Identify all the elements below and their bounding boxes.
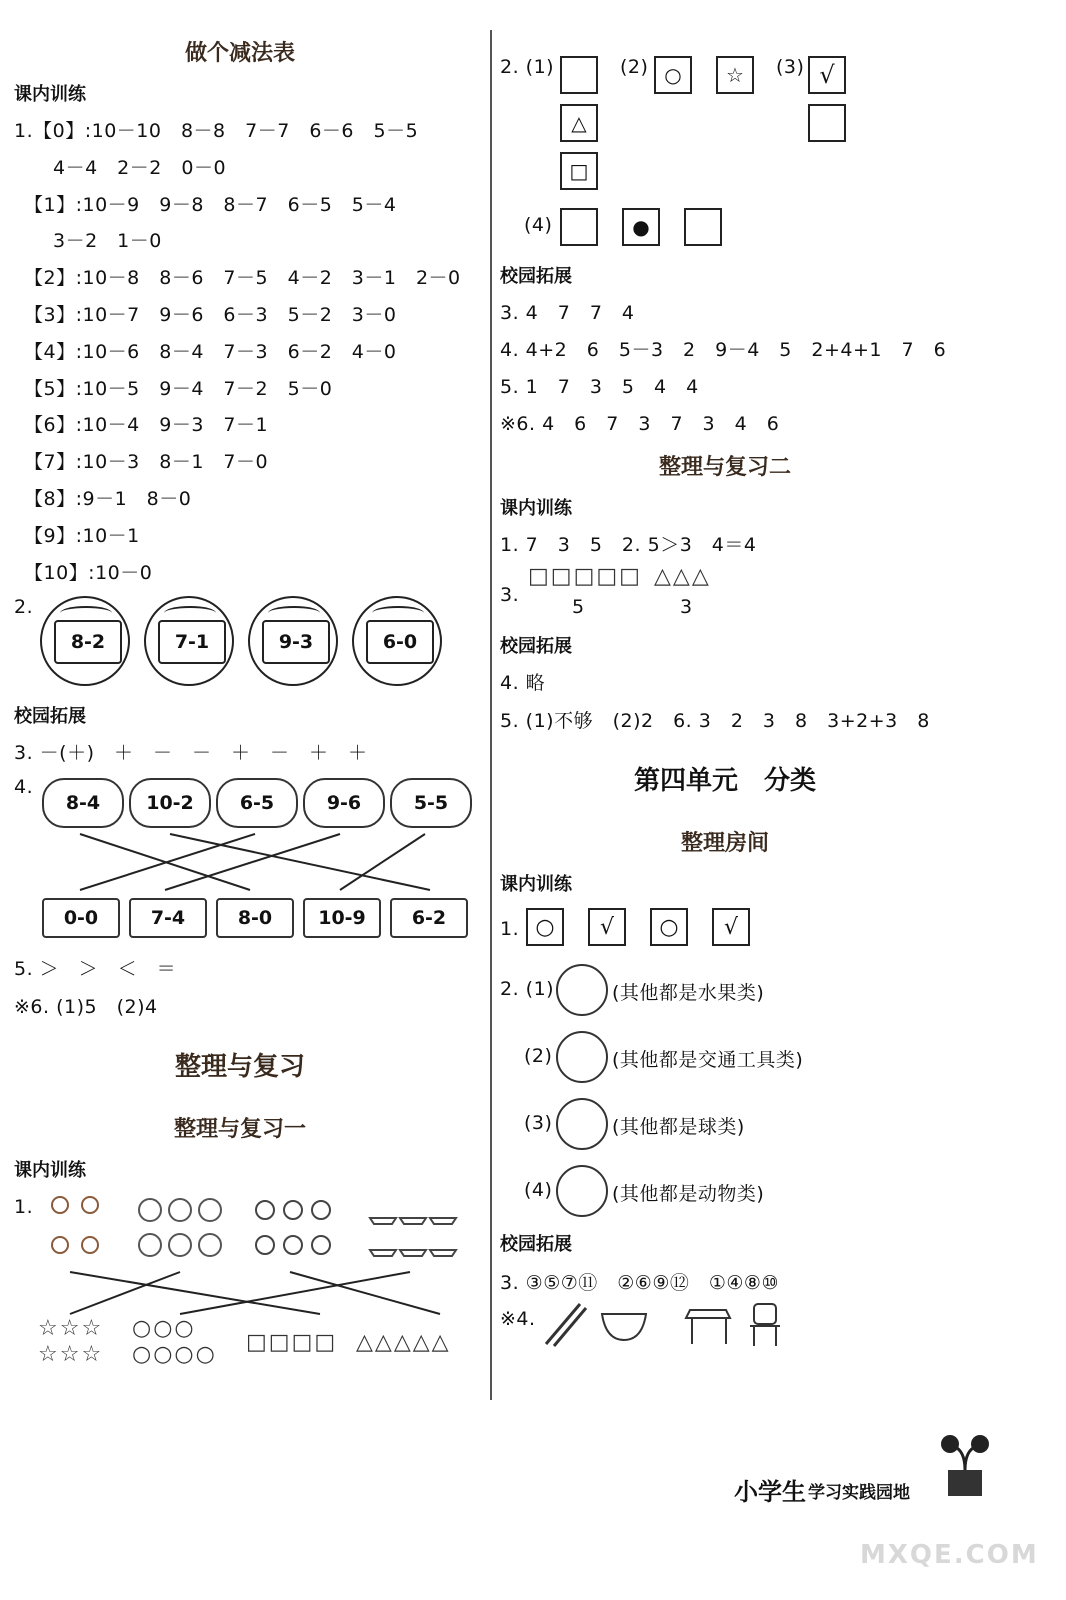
answer-box: [808, 56, 846, 94]
c1-label: 1.: [500, 918, 520, 940]
cactus-icon: [556, 1165, 608, 1217]
match-line: [290, 1272, 440, 1314]
table-icon: [686, 1310, 730, 1344]
q1-answer-line: 【8】:9－1 8－0: [14, 488, 192, 510]
plant-logo-icon: [930, 1430, 1000, 1500]
armchair-icon: [556, 1031, 608, 1083]
match-line: [170, 834, 430, 890]
clock-expression: 6-0: [366, 620, 434, 664]
shape-group: ☆☆☆ ☆☆☆: [38, 1316, 104, 1367]
q4-matching-lines: [40, 830, 480, 894]
shape-group: △△△△△: [356, 1330, 451, 1355]
match-line: [70, 1272, 180, 1314]
q2-label: 2.: [14, 596, 34, 618]
chair-icon: [750, 1304, 780, 1346]
c2-item-label: 2. (1): [500, 978, 555, 1000]
b3-triangles: △△△: [654, 564, 711, 589]
heading-campus-extension: 校园拓展: [14, 706, 86, 727]
sign-card: 10-9: [303, 898, 381, 938]
flower-icon: [256, 1201, 330, 1254]
c2-item-reason: (其他都是交通工具类): [612, 1049, 804, 1071]
answer-box: [560, 104, 598, 142]
cloud-card: 6-5: [216, 778, 298, 828]
section-title-tidy-room: 整理房间: [680, 831, 769, 856]
r1-picture-groups: [45, 1190, 475, 1270]
clock-icon: [352, 596, 442, 686]
circle-icon: ○: [535, 914, 555, 940]
sign-card: 7-4: [129, 898, 207, 938]
answer-box: [588, 908, 626, 946]
q1-answer-line: 【7】:10－3 8－1 7－0: [14, 451, 269, 474]
answer-box: [654, 56, 692, 94]
boat-icon: [370, 1218, 456, 1256]
answer-line: ※6. 4 6 7 3 7 3 4 6: [500, 413, 780, 435]
b3-number-2: 3: [680, 596, 693, 618]
answer-box: [560, 56, 598, 94]
cupcake-icon: [52, 1197, 98, 1253]
q3-answer-line: 3. －(＋) ＋ － － ＋ － ＋ ＋: [14, 742, 368, 764]
answer-box: [808, 104, 846, 142]
answer-box: [712, 908, 750, 946]
brand-small: 学习实践园地: [808, 1483, 910, 1503]
section-title-review-one: 整理与复习一: [173, 1117, 306, 1142]
section-title-review-two: 整理与复习二: [658, 455, 791, 480]
sign-card: 6-2: [390, 898, 468, 938]
q1-answer-line: 【5】:10－5 9－4 7－2 5－0: [14, 377, 333, 400]
clock-top: [60, 606, 112, 620]
c4-label: ※4.: [500, 1308, 536, 1330]
clock-expression: 7-1: [158, 620, 226, 664]
q1-answer-line: 4－4 2－2 0－0: [14, 156, 227, 179]
q1-answer-line: 【1】:10－9 9－8 8－7 6－5 5－4: [14, 193, 397, 216]
answer-box: [560, 208, 598, 246]
clock-top: [268, 606, 320, 620]
r1-matching-lines: [60, 1268, 460, 1318]
c2-item-reason: (其他都是动物类): [612, 1183, 765, 1205]
watermark: MXQE.COM: [860, 1540, 1039, 1570]
cloud-card: 5-5: [390, 778, 472, 828]
chopsticks-icon: [546, 1304, 586, 1346]
answer-line: 4. 4+2 6 5－3 2 9－4 5 2+4+1 7 6: [500, 339, 947, 361]
cloud-card: 10-2: [129, 778, 211, 828]
answer-box: [716, 56, 754, 94]
rq2-label-3: (3): [776, 56, 805, 78]
section-title-review: 整理与复习: [174, 1052, 305, 1082]
clock-icon: [248, 596, 338, 686]
c2-item-reason: (其他都是水果类): [612, 982, 765, 1004]
clock-top: [372, 606, 424, 620]
q1-answer-line: 【10】:10－0: [14, 561, 153, 584]
c2-item-label: (4): [524, 1179, 553, 1201]
star-icon: ☆: [726, 63, 744, 87]
shape-group: ○○○ ○○○○: [132, 1316, 217, 1367]
cookie-icon: [139, 1199, 221, 1256]
q1-answer-line: 1.【0】:10－10 8－8 7－7 6－6 5－5: [14, 120, 419, 142]
answer-box: [622, 208, 660, 246]
basket-icon: [556, 1098, 608, 1150]
shape-group: □□□□: [246, 1330, 338, 1355]
heading-campus-extension-2: 校园拓展: [500, 266, 572, 287]
q1-answer-line: 【2】:10－8 8－6 7－5 4－2 3－1 2－0: [14, 267, 461, 290]
rq2-label-1: 2. (1): [500, 56, 555, 78]
match-line: [165, 834, 340, 890]
rq2-label-2: (2): [620, 56, 649, 78]
section-title-subtraction-table: 做个减法表: [184, 41, 295, 66]
b3-number-1: 5: [572, 596, 585, 618]
match-line: [70, 1272, 320, 1314]
c2-item-reason: (其他都是球类): [612, 1116, 745, 1138]
filled-circle-icon: ●: [632, 215, 650, 239]
b5-answer-line: 5. (1)不够 (2)2 6. 3 2 3 8 3+2+3 8: [500, 710, 930, 732]
column-divider: [490, 30, 492, 1400]
cloud-card: 9-6: [303, 778, 385, 828]
c2-item-label: (2): [524, 1045, 553, 1067]
checkmark-icon: √: [723, 914, 739, 940]
c3-answer-line: 3. ③⑤⑦⑪ ②⑥⑨⑫ ①④⑧⑩: [500, 1272, 779, 1294]
c4-pictures: [540, 1300, 800, 1350]
heading-campus-extension-4: 校园拓展: [500, 1234, 572, 1255]
triangle-icon: △: [571, 111, 587, 135]
q4-label: 4.: [14, 776, 34, 798]
clock-expression: 8-2: [54, 620, 122, 664]
clock-icon: [40, 596, 130, 686]
heading-in-class-training-4: 课内训练: [500, 874, 572, 895]
match-line: [340, 834, 425, 890]
brand-big: 小学生: [734, 1478, 806, 1506]
unit-title: 第四单元 分类: [633, 766, 816, 796]
b1-answer-line: 1. 7 3 5 2. 5＞3 4＝4: [500, 534, 757, 556]
q1-answer-line: 【9】:10－1: [14, 524, 140, 547]
clock-icon: [144, 596, 234, 686]
answer-box: [560, 152, 598, 190]
q1-answer-line: 3－2 1－0: [14, 230, 162, 253]
match-line: [180, 1272, 410, 1314]
b3-squares: □□□□□: [528, 564, 642, 589]
heading-in-class-training-2: 课内训练: [14, 1160, 86, 1181]
circle-icon: ○: [664, 63, 682, 87]
clock-top: [164, 606, 216, 620]
circle-icon: ○: [659, 914, 679, 940]
answer-box: [526, 908, 564, 946]
clock-expression: 9-3: [262, 620, 330, 664]
square-icon: □: [569, 159, 589, 183]
r1-label: 1.: [14, 1196, 34, 1218]
b4-answer-line: 4. 略: [500, 672, 546, 694]
q1-answer-line: 【6】:10－4 9－3 7－1: [14, 414, 269, 437]
checkmark-icon: √: [599, 914, 615, 940]
pumpkin-icon: [556, 964, 608, 1016]
sign-card: 8-0: [216, 898, 294, 938]
q6-answer-line: ※6. (1)5 (2)4: [14, 996, 158, 1018]
answer-box: [650, 908, 688, 946]
answer-box: [684, 208, 722, 246]
checkmark-icon: √: [819, 61, 835, 89]
heading-campus-extension-3: 校园拓展: [500, 636, 572, 657]
sign-card: 0-0: [42, 898, 120, 938]
heading-in-class-training-3: 课内训练: [500, 498, 572, 519]
answer-line: 5. 1 7 3 5 4 4: [500, 376, 699, 398]
cloud-card: 8-4: [42, 778, 124, 828]
q5-answer-line: 5. ＞ ＞ ＜ ＝: [14, 958, 177, 980]
rq2-label-4: (4): [524, 214, 553, 236]
bowl-icon: [602, 1314, 646, 1340]
q1-answer-line: 【4】:10－6 8－4 7－3 6－2 4－0: [14, 340, 397, 363]
b3-label: 3.: [500, 584, 520, 606]
q1-answer-line: 【3】:10－7 9－6 6－3 5－2 3－0: [14, 304, 397, 326]
answer-line: 3. 4 7 7 4: [500, 302, 635, 324]
c2-item-label: (3): [524, 1112, 553, 1134]
heading-in-class-training: 课内训练: [14, 84, 86, 105]
